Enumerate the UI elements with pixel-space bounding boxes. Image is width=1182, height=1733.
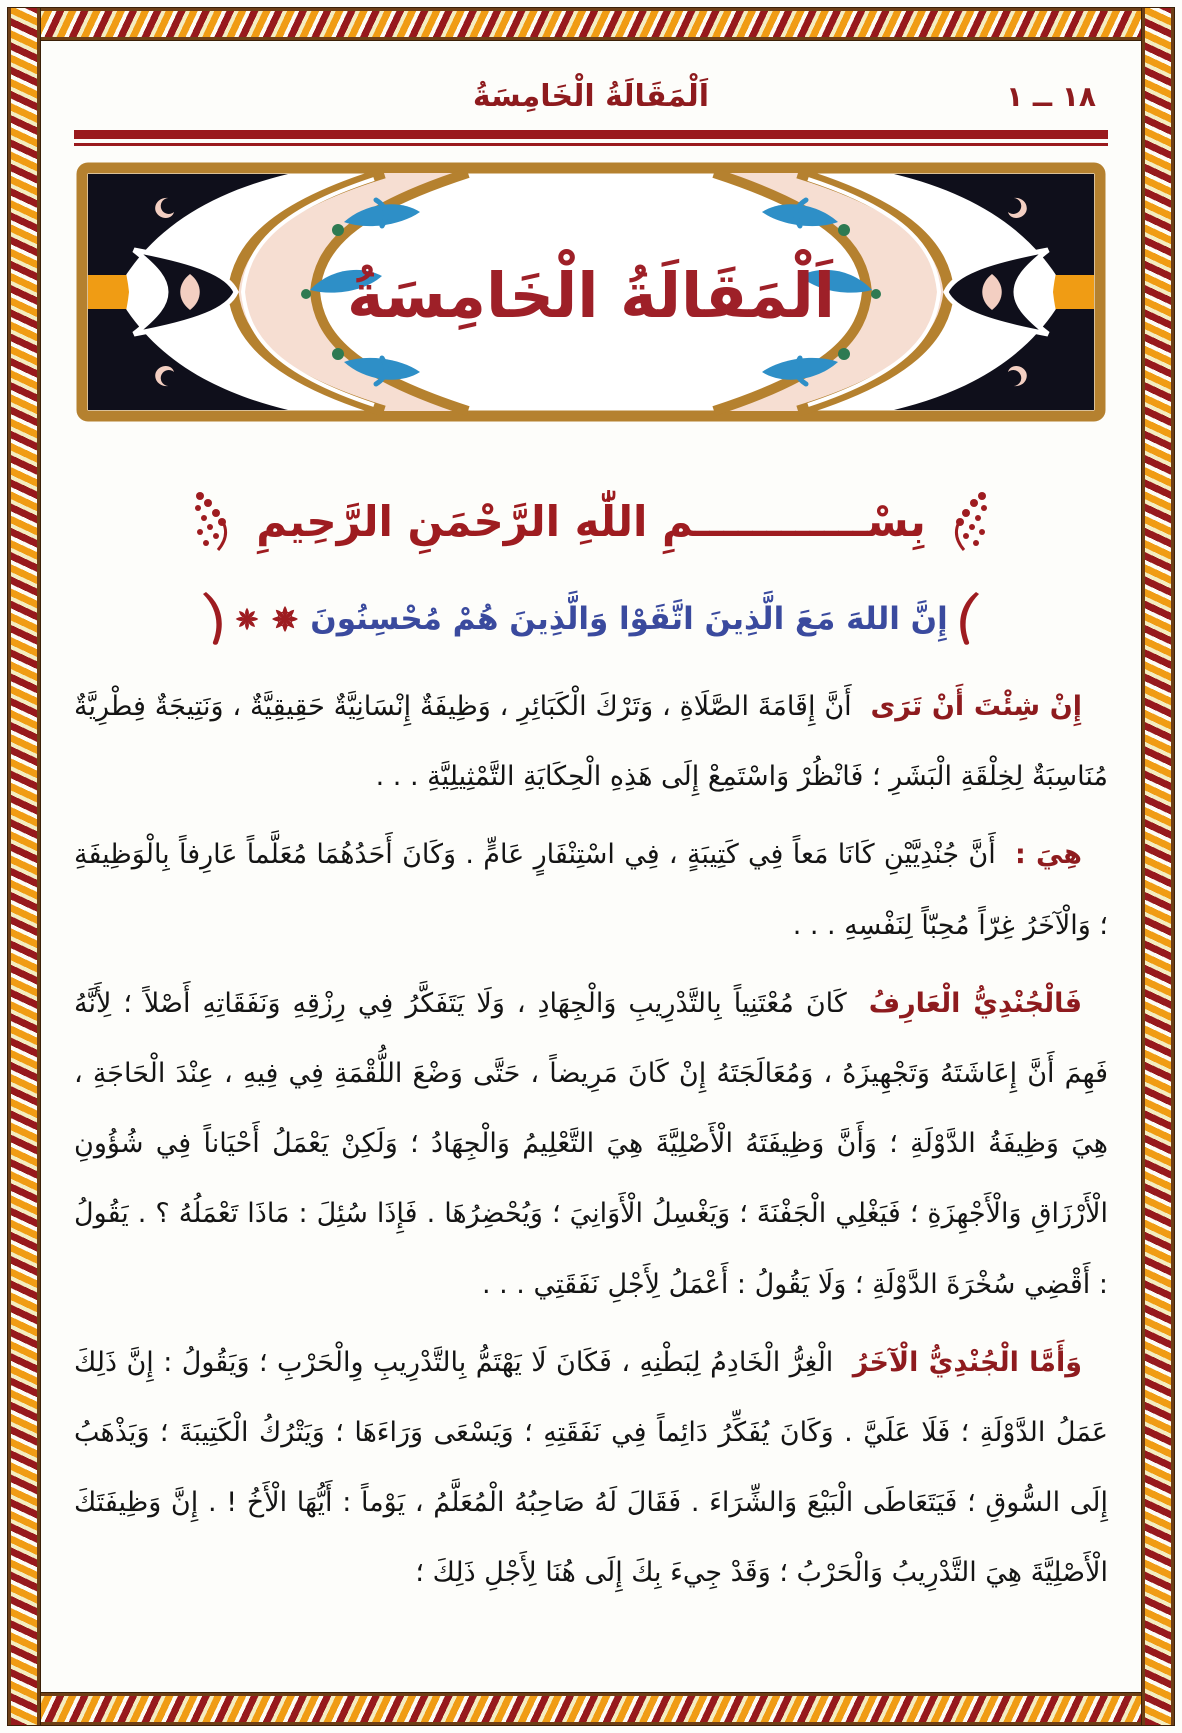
body-text — [74, 672, 1108, 1608]
banner-title: اَلْمَقَالَةُ الْخَامِسَةُ — [346, 259, 836, 332]
paragraph — [74, 672, 1108, 812]
border-chain-right — [1142, 8, 1174, 1725]
border-chain-bottom — [8, 1693, 1174, 1725]
chapter-banner — [76, 162, 1106, 422]
verse-rosette-small-icon — [234, 606, 260, 632]
bismillah-flourish-right-icon — [952, 488, 988, 554]
header-rule-thick — [74, 130, 1108, 139]
paragraph-lead: وَأَمَّا الْجُنْدِيُّ الْآخَرُ — [852, 1346, 1082, 1378]
paragraph-lead: فَالْجُنْدِيُّ الْعَارِفُ — [868, 987, 1082, 1019]
page-header — [74, 74, 1108, 120]
ornate-close-bracket-icon — [202, 592, 224, 646]
paragraph — [74, 820, 1108, 960]
verse-rosette-icon — [270, 604, 300, 634]
paragraph-lead: إِنْ شِئْتَ أَنْ تَرَى — [870, 691, 1083, 722]
page-content — [44, 42, 1138, 1689]
paragraph-lead: هِيَ : — [1015, 839, 1082, 871]
paragraph-body: كَانَ مُعْتَنِياً بِالتَّدْرِيبِ وَالْجِهَادِ ، وَلَا يَتَفَكَّرُ فِي رِزْقِهِ وَنَفَقَاتِهِ أَصْلاً ؛ لِأَنَّهُ فَهِمَ أَنَّ إِعَاشَتَهُ وَتَجْهِيزَهُ ، وَمُعَالَجَتَهُ إِنْ كَانَ مَرِيضاً ، حَتَّى وَضْعَ اللُّقْمَةِ فِي فِيهِ ، عِنْدَ الْحَاجَةِ ، هِيَ وَظِيفَةُ الدَّوْلَةِ ؛ وَأَنَّ وَظِيفَتَهُ الْأَصْلِيَّةَ هِيَ التَّعْلِيمُ وَالْجِهَادُ ؛ وَلَكِنْ يَعْمَلُ أَحْيَاناً فِي شُؤُونِ الْأَرْزَاقِ وَالْأَجْهِزَةِ ؛ فَيَغْلِي الْجَفْنَةَ ؛ وَيَغْسِلُ الْأَوَانِيَ ؛ وَيُحْضِرُهَا . فَإِذَا سُئِلَ : مَاذَا تَعْمَلُهُ ؟ . يَقُولُ : أَقْضِي سُخْرَةَ الدَّوْلَةِ ؛ وَلَا يَقُولُ : أَعْمَلُ لِأَجْلِ نَفَقَتِي . . . — [74, 987, 1108, 1300]
paragraph — [74, 1328, 1108, 1609]
verse-text: إِنَّ اللهَ مَعَ الَّذِينَ اتَّقَوْا وَالَّذِينَ هُمْ مُحْسِنُونَ — [310, 601, 948, 637]
page-number: ١٨ ــ ١ — [1006, 80, 1096, 113]
header-rule-thin — [74, 143, 1108, 146]
border-chain-left — [8, 8, 40, 1725]
paragraph — [74, 969, 1108, 1320]
chapter-banner-ornament — [76, 162, 1106, 422]
bismillah-row — [74, 488, 1108, 554]
verse-row — [74, 592, 1108, 646]
bismillah-text: بِسْــــــــــــمِ اللّٰهِ الرَّحْمَنِ الرَّحِيمِ — [256, 496, 926, 546]
border-chain-top — [8, 8, 1174, 40]
bismillah-flourish-left-icon — [194, 488, 230, 554]
paragraph-body: الْغِرُّ الْخَادِمُ لِبَطْنِهِ ، فَكَانَ لَا يَهْتَمُّ بِالتَّدْرِيبِ وِالْحَرْبِ ؛ وَيَقُولُ : إِنَّ ذَلِكَ عَمَلُ الدَّوْلَةِ ؛ فَلَا عَلَيَّ . وَكَانَ يُفَكِّرُ دَائِماً فِي نَفَقَتِهِ ؛ وَيَسْعَى وَرَاءَهَا ؛ وَيَتْرُكُ الْكَتِيبَةَ ؛ وَيَذْهَبُ إِلَى السُّوقِ ؛ فَيَتَعَاطَى الْبَيْعَ وَالشِّرَاءَ . فَقَالَ لَهُ صَاحِبُهُ الْمُعَلَّمُ ، يَوْماً : أَيُّهَا الْأَخُ ! . إِنَّ وَظِيفَتَكَ الْأَصْلِيَّةَ هِيَ التَّدْرِيبُ وَالْحَرْبُ ؛ وَقَدْ جِيءَ بِكَ إِلَى هُنَا لِأَجْلِ ذَلِكَ ؛ — [74, 1346, 1108, 1589]
running-title: اَلْمَقَالَةُ الْخَامِسَةُ — [472, 79, 710, 114]
paragraph-body: أَنَّ إِقَامَةَ الصَّلَاةِ ، وَتَرْكَ الْكَبَائِرِ ، وَظِيفَةٌ إِنْسَانِيَّةٌ حَقِيقِيَّةٌ ، وَنَتِيجَةٌ فِطْرِيَّةٌ مُنَاسِبَةٌ لِخِلْقَةِ الْبَشَرِ ؛ فَانْظُرْ وَاسْتَمِعْ إِلَى هَذِهِ الْحِكَايَةِ التَّمْثِيلِيَّةِ . . . — [74, 691, 1108, 793]
paragraph-body: أَنَّ جُنْدِيَّيْنِ كَانَا مَعاً فِي كَتِيبَةٍ ، فِي اسْتِنْفَارٍ عَامٍّ . وَكَانَ أَحَدُهُمَا مُعَلَّماً عَارِفاً بِالْوَظِيفَةِ ؛ وَالْآخَرُ غِرّاً مُحِبّاً لِنَفْسِهِ . . . — [74, 839, 1108, 941]
ornate-open-bracket-icon — [958, 592, 980, 646]
